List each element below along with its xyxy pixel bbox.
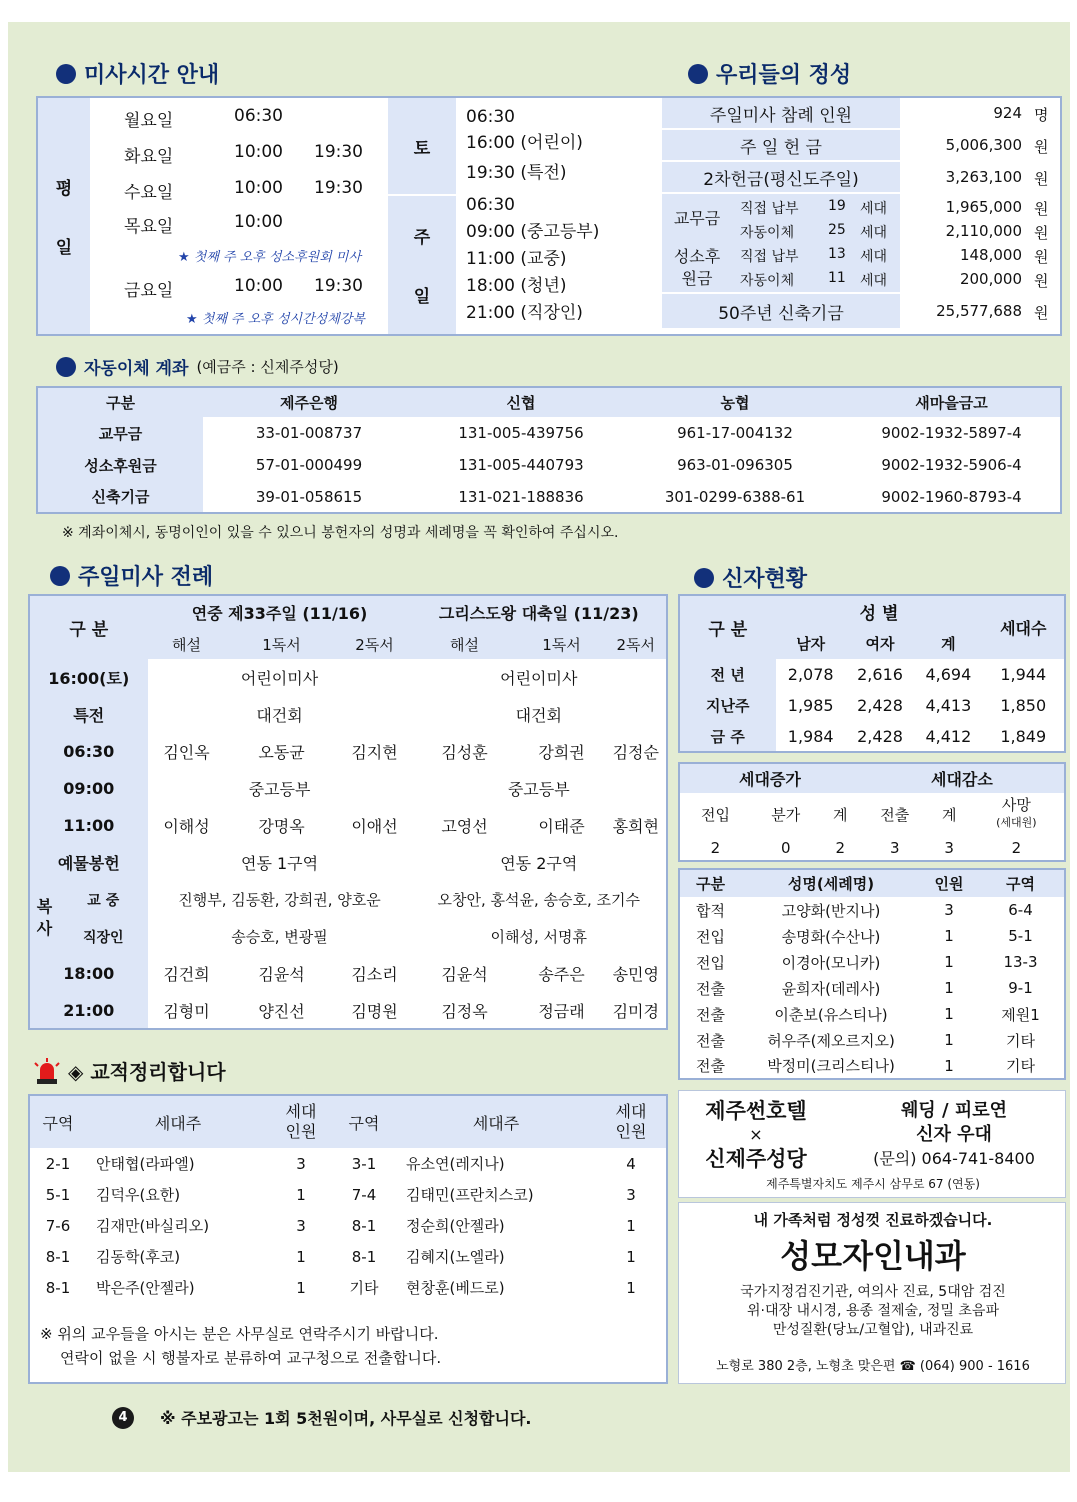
row-label: 성소후원금 (37, 449, 203, 481)
cell: 김건희 (163, 965, 210, 984)
sub-count: 11 (828, 270, 846, 286)
day-tue: 화요일 (124, 147, 174, 167)
time: 19:30 (314, 142, 363, 162)
header-cell: 농협 (720, 394, 750, 412)
offering-value: 5,006,300 (945, 136, 1022, 154)
table-row: 5-1 김덕우(요한) 1 7-4 김태민(프란치스코) 3 (45, 1185, 636, 1204)
account: 9002-1932-5897-4 (881, 424, 1022, 442)
cell: 4,412 (925, 726, 972, 746)
row-label: 16:00(토) (29, 659, 148, 696)
cell: 2,428 (857, 726, 903, 746)
header-cell: 구역 (1006, 875, 1035, 893)
header-cell: 2독서 (616, 635, 656, 654)
page-number: 4 (112, 1407, 134, 1429)
sub-kind: 직접 납부 (740, 249, 799, 265)
sun-times: 06:30 09:00 (중고등부) 11:00 (교중) 18:00 (청년) 21:00 (직장인) (466, 195, 600, 323)
header-cell: 구분 (696, 875, 725, 893)
cell: 1,985 (787, 696, 834, 715)
table-row: 7-6 김재만(바실리오) 3 8-1 정순희(안젤라) 1 (45, 1216, 636, 1235)
liturgy-heading: 주일미사 전례 (50, 560, 213, 591)
day-wed: 수요일 (124, 183, 174, 203)
cell: 1,944 (1000, 665, 1047, 684)
table-row: 전출 박정미(크리스티나) 1 기타 (696, 1056, 1035, 1075)
cell: 4,413 (925, 696, 972, 715)
table-row: 전입 이경아(모니카) 1 13-3 (696, 953, 1038, 972)
moves-table (678, 868, 1066, 1080)
sub-count: 13 (828, 246, 846, 262)
clinic-services: 국가지정검진기관, 여의사 진료, 5대암 검진 위·대장 내시경, 용종 절제술, 정밀 초음파 만성질환(당뇨/고혈압), 내과진료 (740, 1284, 1006, 1338)
row-label: 18:00 (29, 955, 148, 992)
table-row (29, 696, 667, 733)
cell: 0 (781, 838, 791, 857)
table-row: 전출 이춘보(유스티나) 1 제원1 (696, 1005, 1040, 1024)
group-label: 교무금 (673, 209, 721, 228)
row-label: 예물봉헌 (29, 844, 148, 881)
cell: 송승호, 변광필 (231, 928, 328, 946)
row-label: 특전 (29, 696, 148, 733)
header-cell: 세대 인원 (285, 1102, 317, 1141)
offering-unit: 원 (1034, 200, 1049, 218)
table-row (679, 690, 1065, 721)
footer-text: ※ 주보광고는 1회 5천원이며, 사무실로 신청합니다. (160, 1409, 532, 1428)
table-row: 8-1 박은주(안젤라) 1 기타 현창훈(베드로) 1 (45, 1278, 636, 1297)
hotel-ad-address: 제주특별자치도 제주시 삼무로 67 (연동) (766, 1177, 980, 1191)
row-label: 교무금 (37, 417, 203, 449)
auto-table (36, 386, 1062, 514)
header-cell: 해설 (172, 635, 202, 654)
offering-value: 924 (993, 104, 1022, 122)
header-cell: 연중 제33주일 (11/16) (191, 604, 368, 623)
cell: 김윤석 (441, 965, 488, 984)
day-mon: 월요일 (124, 111, 174, 131)
cell: 중고등부 (248, 780, 311, 799)
cell: 연동 2구역 (500, 854, 578, 873)
cell: 강희권 (538, 743, 585, 762)
header-cell: 1독서 (542, 635, 581, 654)
offering-value: 200,000 (959, 270, 1022, 288)
row-label: 직장인 (59, 918, 148, 955)
row-label: 교 중 (59, 881, 148, 918)
account: 57-01-000499 (255, 456, 363, 474)
offering-label: 2차헌금(평신도주일) (662, 162, 900, 192)
cell: 송민영 (612, 965, 659, 984)
header-cell: 1독서 (262, 635, 301, 654)
offering-label: 주일미사 참례 인원 (662, 98, 900, 128)
header-cell: 구 분 (708, 620, 748, 640)
hotel-ad (678, 1090, 1066, 1198)
sub-kind: 자동이체 (740, 273, 795, 289)
row-label: 금 주 (679, 721, 776, 752)
time: 10:00 (234, 142, 283, 162)
cell: 이해성, 서명휴 (490, 928, 587, 946)
bullet-icon (688, 64, 708, 84)
offering-value: 25,577,688 (936, 302, 1022, 320)
table-row (29, 770, 667, 807)
cell: 홍희현 (612, 817, 659, 836)
sub-unit: 세대 (860, 201, 888, 217)
cell: 김성훈 (441, 743, 488, 762)
header-cell: 구 분 (69, 620, 109, 640)
table-row (29, 992, 667, 1029)
table-row (29, 807, 667, 844)
mass-times-heading: 미사시간 안내 (56, 58, 219, 89)
offering-label: 주 일 헌 금 (662, 130, 900, 160)
auto-subtitle: (예금주 : 신제주성당) (196, 358, 339, 376)
header-cell: 신협 (506, 394, 536, 412)
header-cell: 성 별 (859, 604, 899, 624)
sub-count: 25 (828, 222, 846, 238)
day-fri: 금요일 (124, 281, 174, 301)
row-label: 09:00 (29, 770, 148, 807)
cell: 중고등부 (507, 780, 570, 799)
header-cell: 성명(세례명) (787, 875, 875, 893)
cell: 대건회 (515, 706, 562, 725)
cell: 오창안, 홍석윤, 송승호, 조기수 (437, 891, 641, 909)
cell: 1,984 (787, 726, 834, 746)
offering-unit: 명 (1034, 106, 1049, 124)
cell: 김형미 (163, 1001, 210, 1021)
account: 131-021-188836 (458, 487, 584, 506)
cell: 고영선 (441, 817, 488, 836)
header-cell: 구역 (348, 1113, 380, 1133)
liturgy-table (28, 594, 668, 1030)
account: 131-005-440793 (458, 456, 584, 474)
time: 19:30 (314, 178, 363, 198)
row-label: 전 년 (679, 659, 776, 690)
cell: 2 (835, 838, 846, 857)
header-cell: 그리스도왕 대축일 (11/23) (438, 604, 639, 623)
offering-value: 3,263,100 (945, 168, 1022, 186)
sub-kind: 직접 납부 (740, 201, 799, 217)
cell: 김윤석 (258, 965, 305, 984)
sub-kind: 자동이체 (740, 225, 795, 241)
cell: 이애선 (351, 817, 398, 836)
header-cell: 분가 (771, 805, 801, 824)
header-cell: 사망 (세대원) (996, 796, 1037, 829)
cell: 김명원 (351, 1001, 398, 1021)
registry-note: ※ 위의 교우들을 아시는 분은 사무실로 연락주시기 바랍니다. 연락이 없을 시 행불자로 분류하여 교구청으로 전출합니다. (40, 1325, 442, 1367)
hotel-ad-brands: 제주썬호텔 × 신제주성당 (705, 1099, 807, 1171)
cell: 김지현 (351, 743, 398, 762)
weekday-list (94, 98, 388, 334)
group-label: 성소후원금 (673, 247, 721, 288)
bullet-icon (56, 64, 76, 84)
cell: 어린이미사 (240, 669, 319, 688)
header-cell: 계 (941, 634, 956, 653)
header-cell: 제주은행 (280, 394, 338, 412)
cell: 2,078 (787, 665, 834, 684)
hotel-ad-info: 웨딩 / 피로연 신자 우대 (문의) 064-741-8400 (873, 1100, 1035, 1168)
sub-unit: 세대 (860, 249, 888, 265)
bullet-icon (694, 568, 714, 588)
cell: 2,428 (857, 696, 903, 715)
header-cell: 구분 (106, 394, 135, 412)
table-row: 전출 허우주(제오르지오) 1 기타 (696, 1031, 1035, 1050)
sub-unit: 세대 (860, 225, 888, 241)
cell: 김정옥 (441, 1001, 488, 1021)
header-cell: 세대감소 (931, 770, 993, 789)
cell: 1,850 (1000, 696, 1047, 715)
cell: 1,849 (1000, 726, 1047, 746)
fri-note: ★ 첫째 주 오후 성시간성체강복 (186, 312, 365, 327)
sub-unit: 세대 (860, 273, 888, 289)
header-cell: 세대 인원 (615, 1102, 647, 1141)
offering-unit: 원 (1034, 272, 1049, 290)
registry-box (28, 1094, 668, 1384)
table-row (29, 955, 667, 992)
sat-label: 토 (388, 98, 456, 194)
time: 10:00 (234, 178, 283, 198)
bullet-icon (50, 566, 70, 586)
account: 131-005-439756 (458, 424, 584, 442)
account: 961-17-004132 (677, 424, 793, 442)
households-table (678, 762, 1066, 862)
cell: 어린이미사 (500, 669, 578, 688)
table-row (29, 844, 667, 881)
bulletin-page (8, 22, 1070, 1472)
table-row (37, 481, 1061, 513)
sun-label: 주 일 (388, 196, 456, 334)
clinic-ad (678, 1202, 1066, 1384)
cell: 진행부, 김동환, 강희권, 양호운 (178, 891, 381, 909)
cell: 오동균 (258, 743, 305, 762)
table-row (37, 417, 1061, 449)
bok-label: 복 사 (29, 881, 59, 955)
registry-table (30, 1096, 666, 1303)
alarm-light-icon (32, 1057, 62, 1085)
offering-unit: 원 (1034, 138, 1049, 156)
offering-unit: 원 (1034, 248, 1049, 266)
cell: 4,694 (925, 665, 972, 684)
cell: 김소리 (351, 965, 398, 984)
table-row (37, 449, 1061, 481)
cell: 이태준 (538, 817, 585, 836)
cell: 2 (1011, 838, 1022, 857)
table-row: 전입 송명화(수산나) 1 5-1 (696, 927, 1033, 946)
thu-note: ★ 첫째 주 오후 성소후원회 미사 (178, 250, 362, 265)
row-label: 06:30 (29, 733, 148, 770)
offering-value: 1,965,000 (945, 198, 1022, 216)
header-cell: 세대주 (154, 1113, 202, 1133)
header-cell: 세대증가 (739, 770, 801, 789)
auto-heading: 자동이체 계좌 (예금주 : 신제주성당) (56, 354, 339, 379)
account: 301-0299-6388-61 (664, 487, 806, 506)
offering-table (662, 98, 1060, 334)
members-table (678, 594, 1066, 753)
cell: 이해성 (163, 817, 210, 836)
day-thu: 목요일 (124, 217, 174, 237)
offering-value: 148,000 (959, 246, 1022, 264)
cell: 3 (944, 838, 954, 857)
table-row: 합적 고양화(반지나) 3 6-4 (696, 901, 1033, 920)
table-row (29, 733, 667, 770)
account: 9002-1960-8793-4 (881, 487, 1022, 506)
header-cell: 전입 (700, 805, 730, 824)
cell: 김정순 (612, 743, 659, 762)
offering-value: 2,110,000 (945, 222, 1022, 240)
header-cell: 2독서 (355, 635, 394, 654)
members-heading: 신자현황 (694, 562, 807, 593)
header-cell: 계 (941, 805, 957, 824)
table-row: 8-1 김동학(후코) 1 8-1 김혜지(노엘라) 1 (45, 1247, 636, 1266)
offering-unit: 원 (1034, 304, 1049, 322)
sub-count: 19 (828, 198, 846, 214)
cell: 강명옥 (258, 817, 305, 836)
header-cell: 남자 (796, 634, 826, 653)
row-label: 21:00 (29, 992, 148, 1029)
header-cell: 전출 (880, 805, 910, 824)
table-row: 전출 윤희자(데레사) 1 9-1 (696, 979, 1033, 998)
cell: 2 (710, 838, 721, 857)
sat-times: 06:30 16:00 (어린이) 19:30 (특전) (466, 107, 583, 183)
table-row (29, 918, 667, 955)
table-row: 2-1 안태협(라파엘) 3 3-1 유소연(레지나) 4 (45, 1154, 636, 1173)
table-row (679, 835, 1065, 861)
cell: 대건회 (256, 706, 303, 725)
cell: 정금래 (538, 1001, 585, 1021)
registry-heading: ◈ 교적정리합니다 (32, 1056, 226, 1085)
offering-label: 50주년 신축기금 (662, 294, 900, 328)
offering-heading: 우리들의 정성 (688, 58, 851, 89)
time: 06:30 (234, 106, 283, 126)
auto-note: ※ 계좌이체시, 동명이인이 있을 수 있으니 봉헌자의 성명과 세례명을 꼭 확인하여 주십시오. (62, 525, 619, 541)
clinic-slogan: 내 가족처럼 정성껏 진료하겠습니다. (753, 1211, 993, 1229)
header-cell: 새마을금고 (915, 394, 988, 412)
cell: 3 (889, 838, 900, 857)
cell: 2,616 (857, 665, 903, 684)
header-cell: 세대수 (1000, 619, 1047, 638)
row-label: 지난주 (679, 690, 776, 721)
table-row (679, 659, 1065, 690)
time: 10:00 (234, 212, 283, 232)
time: 19:30 (314, 276, 363, 296)
header-cell: 여자 (865, 634, 895, 653)
header-cell: 구역 (42, 1113, 74, 1133)
offering-unit: 원 (1034, 170, 1049, 188)
table-row (29, 881, 667, 918)
account: 963-01-096305 (677, 456, 793, 474)
cell: 양진선 (258, 1001, 305, 1021)
clinic-name: 성모자인내과 (780, 1237, 966, 1275)
table-row (679, 721, 1065, 752)
row-label: 신축기금 (37, 481, 203, 513)
account: 9002-1932-5906-4 (881, 456, 1022, 474)
time: 10:00 (234, 276, 283, 296)
footer (112, 1406, 532, 1429)
cell: 김미경 (612, 1001, 659, 1021)
cell: 송주은 (538, 965, 585, 984)
header-cell: 계 (833, 805, 848, 824)
offering-unit: 원 (1034, 224, 1049, 242)
account: 33-01-008737 (255, 424, 363, 442)
account: 39-01-058615 (255, 487, 363, 506)
row-label: 11:00 (29, 807, 148, 844)
header-cell: 해설 (450, 635, 480, 654)
header-cell: 세대주 (472, 1113, 520, 1133)
mass-offering-box (36, 96, 1062, 336)
weekday-label: 평 일 (38, 98, 90, 334)
clinic-address: 노형로 380 2층, 노형초 맞은편 ☎ (064) 900 - 1616 (716, 1359, 1030, 1374)
cell: 김인옥 (163, 743, 210, 762)
header-cell: 인원 (934, 875, 964, 893)
bullet-icon (56, 357, 76, 377)
cell: 연동 1구역 (240, 854, 319, 873)
table-row (29, 659, 667, 696)
